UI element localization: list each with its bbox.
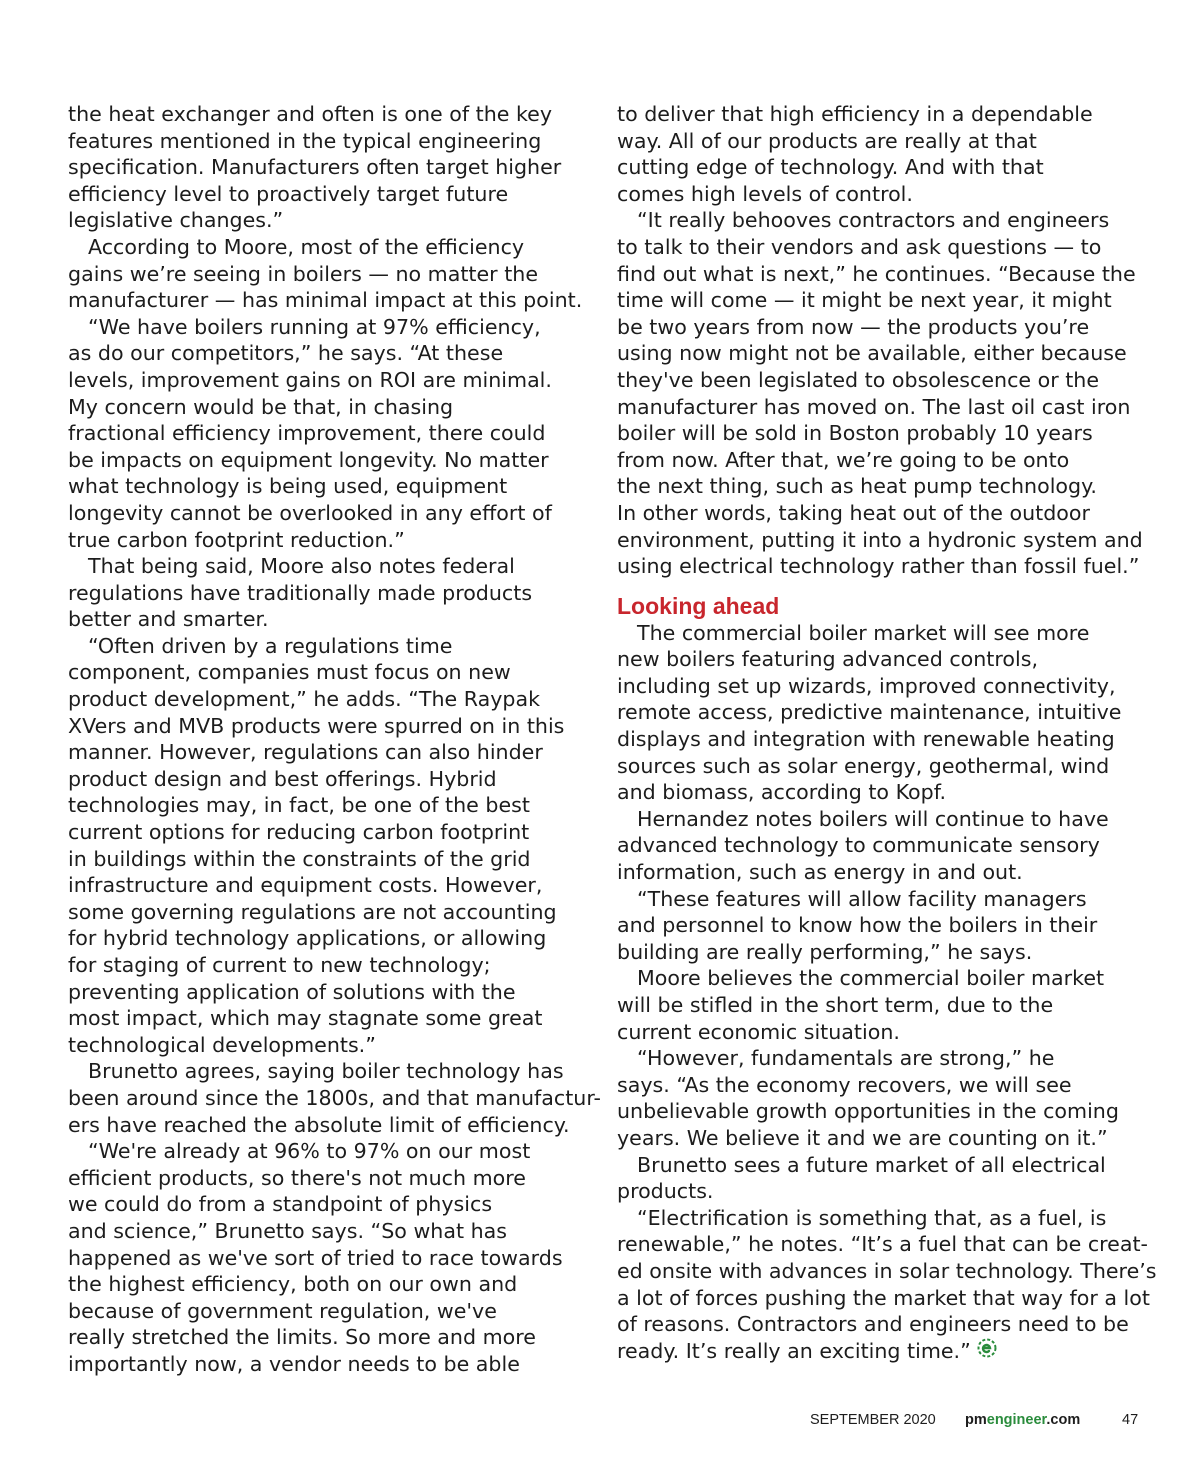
body-text-line: “Electrification is something that, as a fuel, is [637,1205,1107,1230]
body-text-line: the heat exchanger and often is one of the key [68,102,553,126]
body-text-line: as do our competitors,” he says. “At these [68,341,504,366]
section-heading: Looking ahead [617,592,780,619]
body-text-line: ed onsite with advances in solar technology. There’s [617,1258,1157,1283]
body-text-line: manufacturer has moved on. The last oil cast iron [617,394,1131,419]
body-text-line: be impacts on equipment longevity. No matter [68,447,549,472]
body-text-line: a lot of forces pushing the market that way for a lot [617,1285,1150,1310]
body-text-line: That being said, Moore also notes federal [88,554,515,579]
body-text-line: “However, fundamentals are strong,” he [637,1046,1055,1071]
body-text-line: remote access, predictive maintenance, intuitive [617,700,1122,725]
body-text-line: According to Moore, most of the efficiency [88,234,525,259]
body-text-line: efficiency level to proactively target future [68,181,509,206]
body-text-line: technological developments.” [68,1032,376,1057]
body-text-line: Hernandez notes boilers will continue to have [637,806,1109,831]
body-text-line: “It really behooves contractors and engineers [637,208,1110,233]
right-column-top [617,101,1142,580]
body-text-line: years. We believe it and we are counting on it.” [617,1125,1108,1150]
site-name [965,1412,1080,1428]
body-text-line: specification. Manufacturers often target higher [68,155,562,180]
right-column-bottom [617,620,1157,1365]
body-text-line: displays and integration with renewable heating [617,727,1115,752]
body-text-line: to deliver that high efficiency in a dependable [617,102,1093,126]
body-text-line: Brunetto agrees, saying boiler technology has [88,1059,564,1084]
body-text-line: they've been legislated to obsolescence or the [617,367,1100,392]
body-text-line: regulations have traditionally made products [68,580,533,605]
body-text-line: sources such as solar energy, geothermal, wind [617,753,1110,778]
body-text-line: manner. However, regulations can also hinder [68,740,543,765]
body-text-line: current economic situation. [617,1019,900,1044]
body-text-line: happened as we've sort of tried to race towards [68,1245,563,1270]
body-text-line: advanced technology to communicate sensory [617,833,1100,858]
body-text-line: Moore believes the commercial boiler market [637,966,1105,991]
body-text-line: find out what is next,” he continues. “Because the [617,261,1136,286]
body-text-line: product development,” he adds. “The Raypak [68,687,541,712]
body-text-line: better and smarter. [68,607,269,632]
body-text-line: comes high levels of control. [617,181,913,206]
body-text-line: the highest efficiency, both on our own and [68,1272,518,1297]
body-text-line: what technology is being used, equipment [68,474,508,499]
body-text-line: some governing regulations are not accounting [68,899,557,924]
body-text-line: most impact, which may stagnate some great [68,1006,543,1031]
body-text-line: using now might not be available, either because [617,341,1127,366]
body-text-line: products. [617,1179,714,1204]
body-text-line: including set up wizards, improved connectivity, [617,673,1116,698]
body-text-line: longevity cannot be overlooked in any effort of [68,500,552,525]
body-text-line: cutting edge of technology. And with that [617,155,1044,180]
body-text-line: “We have boilers running at 97% efficiency, [88,314,541,339]
body-text-line: from now. After that, we’re going to be onto [617,447,1070,472]
body-text-line: levels, improvement gains on ROI are minimal. [68,367,552,392]
body-text-line: true carbon footprint reduction.” [68,527,405,552]
body-text-line: been around since the 1800s, and that manufactur- [68,1085,601,1110]
body-text-line: component, companies must focus on new [68,660,511,685]
body-text-line: new boilers featuring advanced controls, [617,647,1038,672]
pm-engineer-end-mark-icon [977,1338,997,1365]
body-text-line: product design and best offerings. Hybrid [68,766,497,791]
body-text-line: legislative changes.” [68,208,284,233]
issue-date: SEPTEMBER 2020 [810,1412,936,1428]
body-text-line: for staging of current to new technology; [68,953,491,977]
body-text-line: really stretched the limits. So more and more [68,1325,536,1350]
body-text-line: unbelievable growth opportunities in the coming [617,1099,1119,1124]
body-text-line: be two years from now — the products you’re [617,314,1090,339]
body-text-line: will be stifled in the short term, due to the [617,993,1054,1017]
body-text-line: using electrical technology rather than fossil fuel.” [617,554,1140,579]
site-suffix: .com [1046,1412,1081,1428]
body-text-line: environment, putting it into a hydronic system and [617,527,1143,552]
body-text-line: “We're already at 96% to 97% on our most [88,1139,531,1164]
body-text-line: importantly now, a vendor needs to be able [68,1351,520,1376]
body-text-line: time will come — it might be next year, it might [617,288,1112,313]
body-text-line: preventing application of solutions with the [68,979,516,1004]
body-text-line: in buildings within the constraints of the grid [68,846,531,871]
body-text-line: Brunetto sees a future market of all electrical [637,1152,1106,1177]
body-text-line: because of government regulation, we've [68,1298,497,1323]
body-text-line: technologies may, in fact, be one of the best [68,793,530,818]
body-text-line: information, such as energy in and out. [617,860,1023,885]
body-text-line: features mentioned in the typical engineering [68,128,542,153]
site-brand: engineer [986,1412,1047,1428]
body-text-line: renewable,” he notes. “It’s a fuel that can be creat- [617,1232,1148,1257]
body-text-line: of reasons. Contractors and engineers need to be [617,1312,1129,1337]
body-text-line: In other words, taking heat out of the outdoor [617,500,1090,525]
body-text-line: and science,” Brunetto says. “So what has [68,1218,507,1243]
body-text-line: ers have reached the absolute limit of efficiency. [68,1112,570,1137]
body-text-line: XVers and MVB products were spurred on in this [68,713,565,738]
body-text-line: building are really performing,” he says. [617,939,1033,964]
body-text-line: for hybrid technology applications, or allowing [68,926,547,951]
right-column [617,101,1157,1365]
body-text-line: fractional efficiency improvement, there could [68,421,546,446]
body-text-line: and personnel to know how the boilers in their [617,913,1098,938]
body-text-line: the next thing, such as heat pump technology. [617,474,1097,499]
body-text-line: we could do from a standpoint of physics [68,1192,493,1217]
body-text-line: to talk to their vendors and ask questions — to [617,234,1102,259]
body-text-line: and biomass, according to Kopf. [617,780,947,805]
page-number: 47 [1122,1412,1139,1428]
left-column [68,101,601,1378]
body-text-line: way. All of our products are really at that [617,128,1037,153]
body-text-line: efficient products, so there's not much more [68,1165,526,1190]
body-text-line: gains we’re seeing in boilers — no matter the [68,261,538,286]
body-text-line: ready. It’s really an exciting time.” [617,1338,1142,1365]
body-text-line: “Often driven by a regulations time [88,633,453,658]
body-text-line: says. “As the economy recovers, we will see [617,1072,1072,1097]
site-prefix: pm [965,1412,987,1428]
body-text-line: boiler will be sold in Boston probably 10 years [617,421,1093,446]
body-text-line: current options for reducing carbon footprint [68,820,530,845]
body-text-line: “These features will allow facility managers [637,886,1087,911]
body-text-line: The commercial boiler market will see more [637,620,1090,645]
body-text-line: manufacturer — has minimal impact at this point. [68,288,583,313]
body-text-line: infrastructure and equipment costs. However, [68,873,543,898]
body-text-line: My concern would be that, in chasing [68,394,454,419]
